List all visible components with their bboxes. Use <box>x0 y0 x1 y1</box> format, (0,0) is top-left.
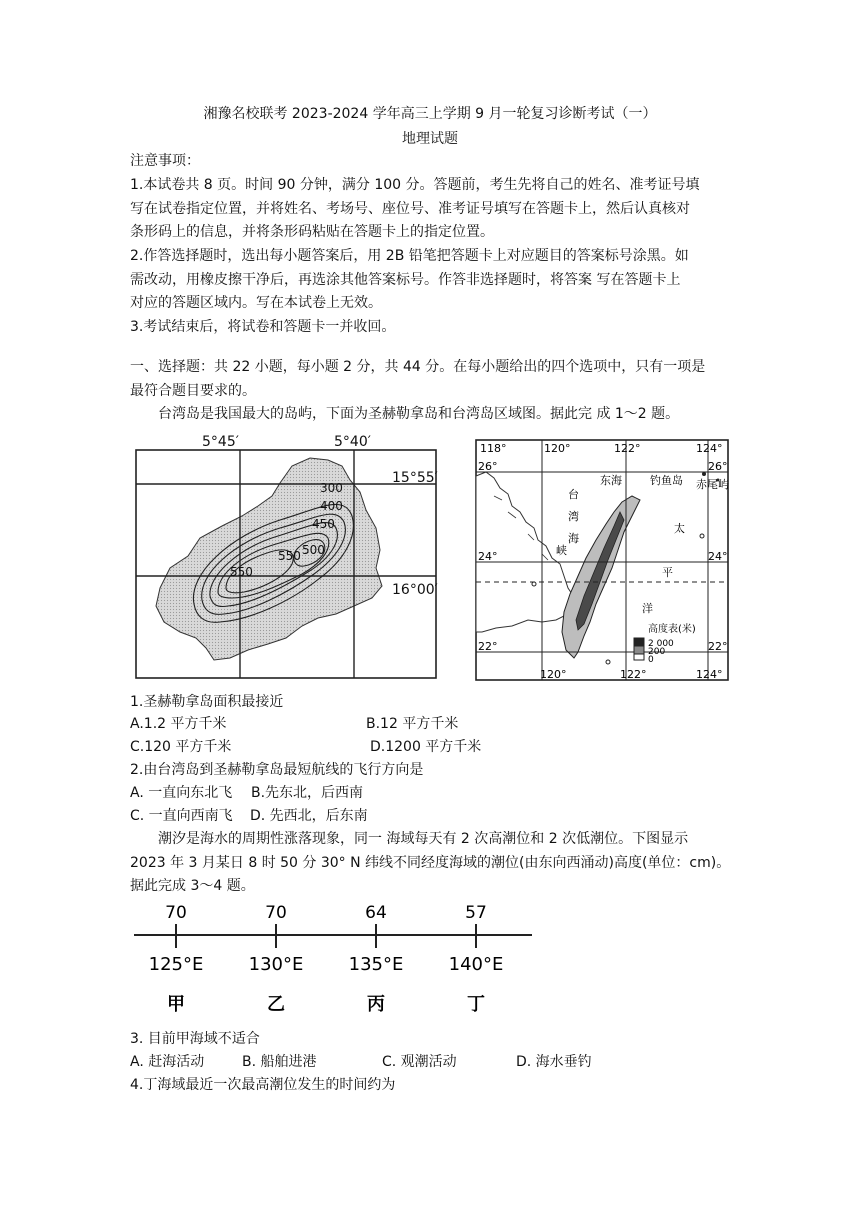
tide-value-label: 57 <box>465 903 487 923</box>
tide-value-label: 70 <box>165 903 187 923</box>
option-b[interactable]: B. 船舶进港 <box>242 1054 317 1070</box>
option-d[interactable]: D.1200 平方千米 <box>370 739 482 755</box>
notice-heading: 注意事项： <box>130 153 200 169</box>
place-name: 东海 <box>600 474 622 487</box>
option-c[interactable]: C.120 平方千米 <box>130 739 232 755</box>
question-intro: 台湾岛是我国最大的岛屿，下面为圣赫勒拿岛和台湾岛区域图。据此完 成 1～2 题。 <box>158 406 680 422</box>
option-b[interactable]: B.先东北，后西南 <box>251 785 364 801</box>
option-d[interactable]: D. 海水垂钓 <box>516 1054 592 1070</box>
region-name: 丙 <box>367 994 385 1015</box>
lon-label: 120° <box>544 442 571 455</box>
notice-line: 1.本试卷共 8 页。时间 90 分钟，满分 100 分。答题前，考生先将自己的姓名、准考证号填 <box>130 177 700 193</box>
place-name: 湾 <box>568 510 579 523</box>
lon-label: 124° <box>696 442 723 455</box>
tide-value-label: 70 <box>265 903 287 923</box>
lon-label: 5°45′ <box>202 434 239 450</box>
place-name: 平 <box>662 566 673 579</box>
passage-line: 潮汐是海水的周期性涨落现象，同一 海域每天有 2 次高潮位和 2 次低潮位。下图显示 <box>158 831 689 847</box>
taiwan-map <box>472 436 734 684</box>
option-c[interactable]: C. 一直向西南飞 <box>130 808 233 824</box>
notice-line: 3.考试结束后，将试卷和答题卡一并收回。 <box>130 319 396 335</box>
option-a[interactable]: A.1.2 平方千米 <box>130 716 227 732</box>
option-c[interactable]: C. 观潮活动 <box>382 1054 457 1070</box>
question-stem: 3. 目前甲海域不适合 <box>130 1031 260 1047</box>
lat-label: 24° <box>708 550 728 563</box>
region-name: 甲 <box>167 994 185 1015</box>
notice-line: 对应的答题区域内。写在本试卷上无效。 <box>130 295 382 311</box>
option-a[interactable]: A. 一直向东北飞 <box>130 785 233 801</box>
contour-label: 500 <box>302 543 325 557</box>
contour-label: 400 <box>320 499 343 513</box>
option-d[interactable]: D. 先西北，后东南 <box>250 808 368 824</box>
passage-line: 2023 年 3 月某日 8 时 50 分 30° N 纬线不同经度海域的潮位(由东向西涌动)高度(单位：cm)。 <box>130 855 731 871</box>
tide-diagram <box>130 900 540 1022</box>
contour-label: 300 <box>320 481 343 495</box>
contour-label: 450 <box>312 517 335 531</box>
place-name: 海 <box>568 532 579 545</box>
lon-label: 5°40′ <box>334 434 371 450</box>
question-stem: 4.丁海域最近一次最高潮位发生的时间约为 <box>130 1077 396 1093</box>
lat-label: 22° <box>478 640 498 653</box>
region-name: 丁 <box>467 994 485 1015</box>
place-name: 洋 <box>642 602 653 615</box>
place-name: 台 <box>568 488 579 501</box>
lat-label: 22° <box>708 640 728 653</box>
lat-label: 15°55′ <box>392 470 438 486</box>
passage-line: 据此完成 3～4 题。 <box>130 878 255 894</box>
place-name: 峡 <box>556 544 567 557</box>
legend-level: 0 <box>648 655 654 665</box>
section-heading: 一、选择题：共 22 小题，每小题 2 分，共 44 分。在每小题给出的四个选项中，只有一项是 <box>130 359 706 375</box>
legend-level: 200 <box>648 647 666 657</box>
legend-title: 高度表(米) <box>648 624 696 635</box>
legend-level: 2 000 <box>648 639 674 649</box>
tide-value-label: 64 <box>365 903 387 923</box>
lat-label: 24° <box>478 550 498 563</box>
lon-label: 124° <box>696 668 723 681</box>
section-heading: 最符合题目要求的。 <box>130 383 256 399</box>
lat-label: 26° <box>478 460 498 473</box>
lat-label: 16°00′ <box>392 582 438 598</box>
longitude-label: 140°E <box>448 954 504 975</box>
longitude-label: 135°E <box>348 954 404 975</box>
notice-line: 需改动，用橡皮擦干净后，再选涂其他答案标号。作答非选择题时，将答案 写在答题卡上 <box>130 272 681 288</box>
option-b[interactable]: B.12 平方千米 <box>366 716 459 732</box>
st-helena-map <box>130 428 448 686</box>
notice-line: 写在试卷指定位置，并将姓名、考场号、座位号、准考证号填写在答题卡上，然后认真核对 <box>130 201 690 217</box>
lon-label: 120° <box>540 668 567 681</box>
question-stem: 1.圣赫勒拿岛面积最接近 <box>130 694 284 710</box>
exam-subtitle: 地理试题 <box>402 131 458 147</box>
exam-title: 湘豫名校联考 2023-2024 学年高三上学期 9 月一轮复习诊断考试（一） <box>203 106 657 122</box>
place-name: 赤尾屿 <box>696 478 729 491</box>
lon-label: 122° <box>614 442 641 455</box>
lon-label: 122° <box>620 668 647 681</box>
notice-line: 2.作答选择题时，选出每小题答案后，用 2B 铅笔把答题卡上对应题目的答案标号涂黑。如 <box>130 248 689 264</box>
notice-line: 条形码上的信息，并将条形码粘贴在答题卡上的指定位置。 <box>130 224 494 240</box>
place-name: 太 <box>674 522 685 535</box>
contour-label: 550 <box>278 549 301 563</box>
lon-label: 118° <box>480 442 507 455</box>
place-name: 钓鱼岛 <box>650 474 683 487</box>
region-name: 乙 <box>267 994 285 1015</box>
option-a[interactable]: A. 赶海活动 <box>130 1054 205 1070</box>
lat-label: 26° <box>708 460 728 473</box>
question-stem: 2.由台湾岛到圣赫勒拿岛最短航线的飞行方向是 <box>130 762 424 778</box>
longitude-label: 130°E <box>248 954 304 975</box>
longitude-label: 125°E <box>148 954 204 975</box>
contour-label: 550 <box>230 565 253 579</box>
